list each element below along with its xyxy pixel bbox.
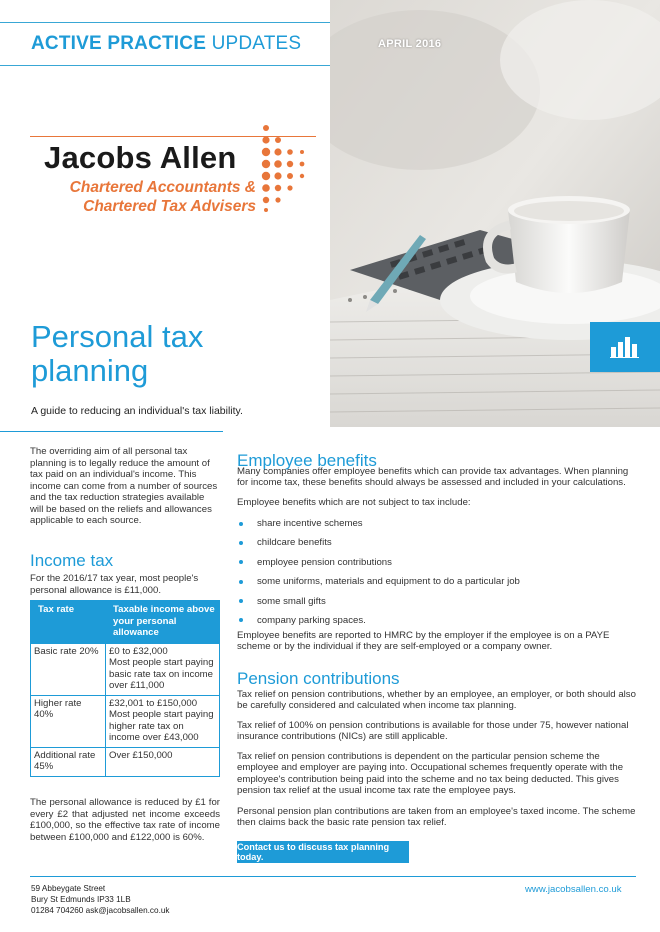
address-line: 59 Abbeygate Street — [31, 884, 106, 893]
contact-us-button[interactable]: Contact us to discuss tax planning today. — [237, 841, 409, 863]
bar-chart-icon — [590, 322, 660, 372]
pension-paragraph: Personal pension plan contributions are taken from an employee's taxed income. The scheme then claims back the basic rate pension tax relief. — [237, 806, 636, 829]
tagline-line-1: Chartered Accountants & — [69, 179, 256, 196]
newsletter-title — [31, 33, 301, 55]
website-link[interactable]: www.jacobsallen.co.uk — [525, 884, 622, 895]
table-header-cell: Taxable income above your personal allowance — [106, 601, 220, 644]
newsletter-title-light: UPDATES — [211, 33, 302, 54]
table-cell-rate: Basic rate 20% — [31, 643, 106, 695]
list-item: employee pension contributions — [237, 553, 637, 572]
table-row — [31, 695, 220, 747]
intro-paragraph: The overriding aim of all personal tax planning is to legally reduce the amount of tax paid on an individual's income. This income can come from a number of sources and the tax reduction strategies available will be based on the reliefs and allowances applicable to each source. — [30, 446, 218, 526]
band-range: Over £150,000 — [109, 749, 173, 761]
list-item: childcare benefits — [237, 533, 637, 552]
employee-benefits-paragraph: Employee benefits are reported to HMRC by the employer if the employee is on a PAYE scheme or by the individual if they are self-employed or a company owner. — [237, 630, 610, 653]
logo-dot-grid-icon — [258, 122, 314, 212]
tagline-line-2: Chartered Tax Advisers — [83, 198, 256, 215]
list-item: share incentive schemes — [237, 514, 637, 533]
table-header-row — [31, 601, 220, 644]
footer-address — [31, 883, 170, 916]
list-item: some small gifts — [237, 592, 637, 611]
allowance-note: The personal allowance is reduced by £1 for every £2 that adjusted net income exceeds £100,000, so the effective tax rate of income between £100,000 and £122,000 is 60%. — [30, 797, 220, 843]
table-cell-band — [106, 695, 220, 747]
list-item: company parking spaces. — [237, 611, 637, 630]
income-tax-heading: Income tax — [30, 551, 114, 570]
newsletter-title-bold: ACTIVE PRACTICE — [31, 33, 207, 54]
tax-rate-table — [30, 600, 220, 777]
table-header-cell: Tax rate — [31, 601, 106, 644]
employee-benefits-heading: Employee benefits — [237, 451, 377, 470]
pension-paragraph: Tax relief on pension contributions is dependent on the particular pension scheme the employee and employer are paying into. Occupational schemes frequently operate with the employee's contribution being paid into the scheme and no tax being deducted. This gives pension tax relief at the usual income tax rate the employee pays. — [237, 751, 624, 797]
table-row — [31, 643, 220, 695]
company-tagline — [44, 178, 256, 216]
band-note: Most people start paying higher rate tax on income over £43,000 — [109, 709, 214, 743]
page-title: Personal tax planning — [31, 319, 204, 388]
table-cell-rate: Higher rate 40% — [31, 695, 106, 747]
section-divider — [0, 431, 223, 432]
issue-date: APRIL 2016 — [378, 38, 442, 50]
table-cell-band — [106, 747, 220, 776]
page-subtitle: A guide to reducing an individual's tax liability. — [31, 405, 243, 417]
bar-chart-icon-graphic — [610, 336, 640, 358]
pension-paragraph: Tax relief of 100% on pension contributions is available for those under 75, however national insurance contributions (NICs) are still applicable. — [237, 720, 629, 743]
pension-paragraph: Tax relief on pension contributions, whether by an employee, an employer, or both should also be carefully considered and calculated when income tax planning. — [237, 689, 636, 712]
table-row — [31, 747, 220, 776]
band-range: £0 to £32,000 — [109, 645, 168, 657]
pension-contributions-heading: Pension contributions — [237, 669, 400, 688]
employee-benefits-paragraph: Many companies offer employee benefits which can provide tax advantages. When planning for income tax, these benefits should always be assessed and included in your calculations. — [237, 466, 629, 489]
company-name: Jacobs Allen — [44, 140, 237, 175]
income-tax-lead: For the 2016/17 tax year, most people's personal allowance is £11,000. — [30, 573, 199, 596]
footer-divider — [30, 876, 636, 877]
intro-column — [30, 446, 218, 527]
benefits-list — [237, 514, 637, 630]
contact-line: 01284 704260 ask@jacobsallen.co.uk — [31, 906, 170, 915]
band-range: £32,001 to £150,000 — [109, 697, 198, 709]
address-line: Bury St Edmunds IP33 1LB — [31, 895, 131, 904]
table-cell-rate: Additional rate 45% — [31, 747, 106, 776]
table-cell-band — [106, 643, 220, 695]
employee-benefits-paragraph: Employee benefits which are not subject to tax include: — [237, 497, 471, 508]
list-item: some uniforms, materials and equipment to do a particular job — [237, 572, 637, 591]
band-note: Most people start paying basic rate tax on income over £11,000 — [109, 657, 214, 691]
